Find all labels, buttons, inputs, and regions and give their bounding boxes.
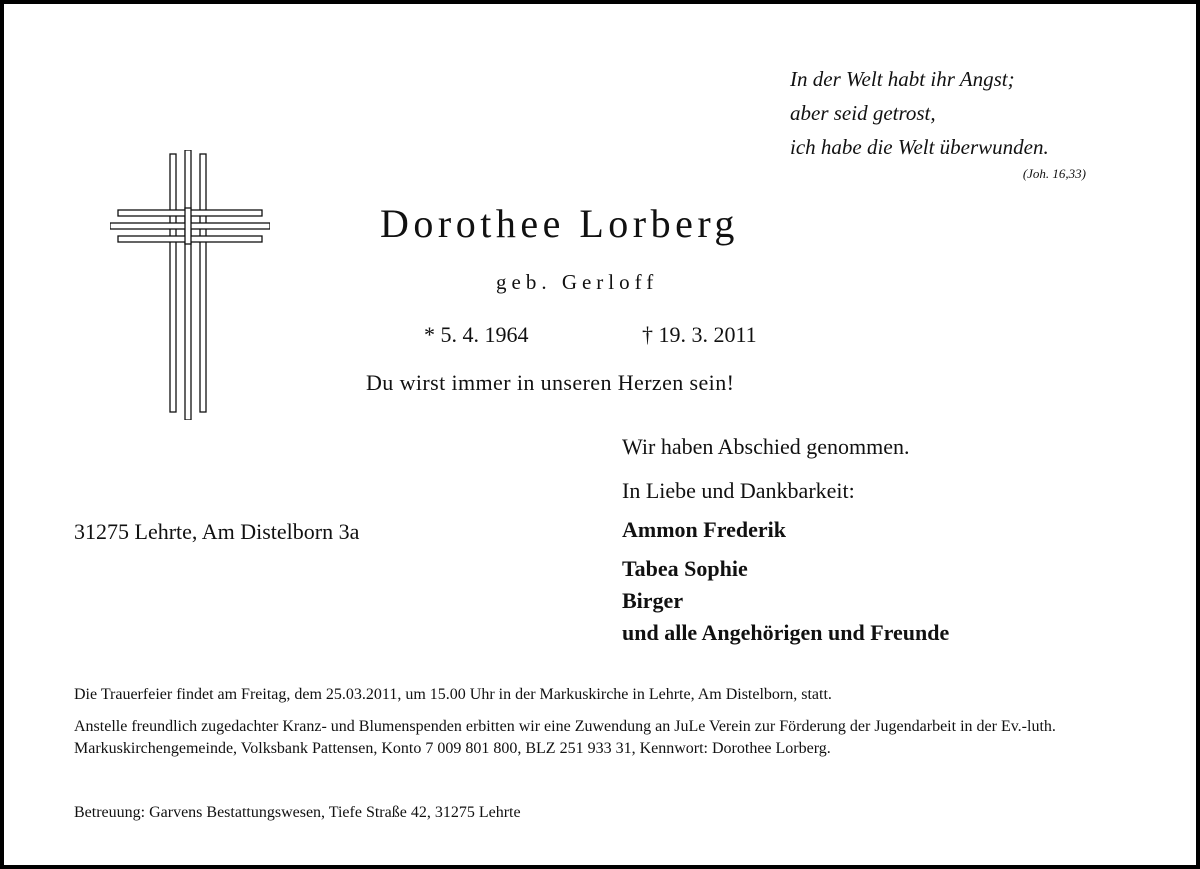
family-address: 31275 Lehrte, Am Distelborn 3a bbox=[74, 519, 360, 544]
quote-line: aber seid getrost, bbox=[790, 101, 936, 125]
cross-icon bbox=[110, 150, 270, 420]
mourner-name: Tabea Sophie bbox=[622, 556, 748, 581]
mourner-name: und alle Angehörigen und Freunde bbox=[622, 620, 950, 645]
quote-reference: (Joh. 16,33) bbox=[1022, 166, 1086, 181]
quote-line: ich habe die Welt überwunden. bbox=[790, 135, 1049, 159]
birth-date: * 5. 4. 1964 bbox=[424, 322, 529, 347]
mourner-name: Birger bbox=[622, 588, 684, 613]
funeral-home-info: Betreuung: Garvens Bestattungswesen, Tiefe Straße 42, 31275 Lehrte bbox=[74, 804, 521, 821]
ceremony-info: Die Trauerfeier findet am Freitag, dem 25.03.2011, um 15.00 Uhr in der Markuskirche in Lehrte, Am Distelborn, statt. bbox=[74, 686, 832, 703]
gratitude-line: In Liebe und Dankbarkeit: bbox=[622, 478, 855, 503]
bible-quote bbox=[790, 62, 1110, 182]
deceased-name: Dorothee Lorberg bbox=[380, 201, 739, 246]
death-date: † 19. 3. 2011 bbox=[642, 322, 757, 347]
farewell-line: Wir haben Abschied genommen. bbox=[622, 434, 910, 459]
mourner-name: Ammon Frederik bbox=[622, 517, 786, 542]
maiden-name: geb. Gerloff bbox=[496, 270, 659, 294]
memorial-motto: Du wirst immer in unseren Herzen sein! bbox=[366, 370, 735, 395]
donation-info: Anstelle freundlich zugedachter Kranz- und Blumenspenden erbitten wir eine Zuwendung an JuLe Verein zur Förderung der Jugendarbeit in der Ev.-luth. Markuskirchengemeinde, Volksbank Pattensen, Konto 7 009 801 800, BLZ 251 933 31, Kennwort: Dorothee Lorberg. bbox=[74, 718, 1056, 757]
quote-line: In der Welt habt ihr Angst; bbox=[790, 67, 1015, 91]
